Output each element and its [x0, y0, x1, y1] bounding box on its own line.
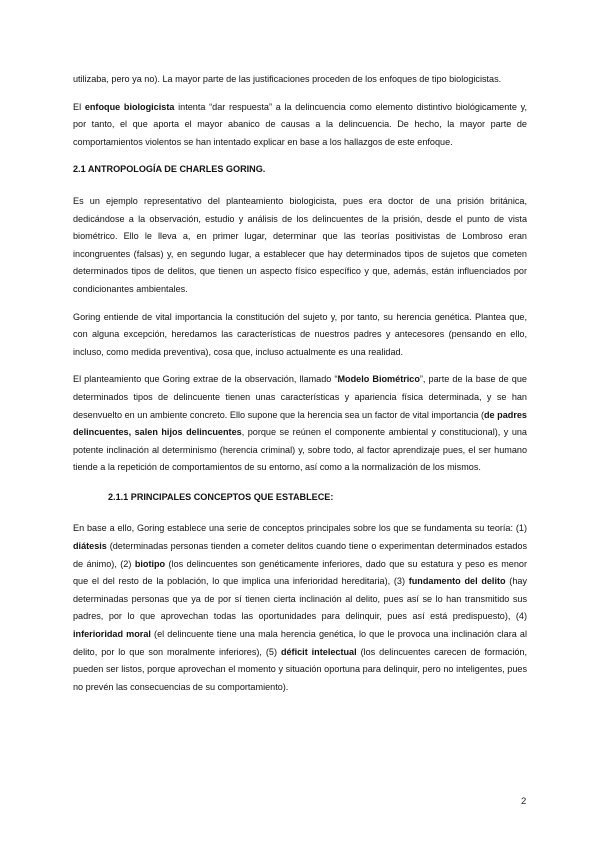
bold-term: inferioridad moral: [73, 629, 151, 640]
bold-term: enfoque biologicista: [84, 101, 175, 112]
section-heading-goring: 2.1 ANTROPOLOGÍA DE CHARLES GORING.: [73, 164, 266, 175]
subsection-heading-conceptos: 2.1.1 PRINCIPALES CONCEPTOS QUE ESTABLECE:: [108, 491, 334, 502]
bold-term: fundamento del delito: [408, 576, 506, 587]
paragraph-enfoque-biologicista: El enfoque biologicista intenta “dar respuesta” a la delincuencia como elemento distintivo biológicamente y, por tanto, el que aporta el mayor abanico de causas a la delincuencia. De hecho, la mayor parte de comportamientos violentos se han intentado explicar en base a los hallazgos de este enfoque.: [73, 101, 527, 147]
bold-term: de padres delincuentes, salen hijos delincuentes: [73, 409, 527, 438]
bold-term: diátesis: [73, 541, 107, 552]
paragraph-modelo-biometrico: El planteamiento que Goring extrae de la observación, llamado “Modelo Biométrico”, parte de la base de que determinados tipos de delincuente tienen unas características y apariencia física determinada, y se han desenvuelto en un ambiente concreto. Ello supone que la herencia sea un factor de vital importancia (de padres delincuentes, salen hijos delincuentes, porque se reúnen el componente ambiental y constitucional), y una potente inclinación al determinismo (herencia criminal) y, sobre todo, al factor aprendizaje pues, el ser humano tiende a la repetición de comportamientos de su entorno, así como a la normalización de los mismos.: [73, 374, 527, 473]
paragraph-goring-herencia: Goring entiende de vital importancia la constitución del sujeto y, por tanto, su herencia genética. Plantea que, con alguna excepción, heredamos las características de nuestros padres y antecesores (pensando en ello, incluso, como medida preventiva), cosa que, incluso actualmente es una realidad.: [73, 311, 527, 357]
page-number: 2: [521, 796, 527, 807]
bold-term: déficit intelectual: [280, 646, 357, 657]
paragraph-intro-continuation: utilizaba, pero ya no). La mayor parte de las justificaciones proceden de los enfoques de tipo biologicistas.: [73, 74, 502, 84]
bold-term: Modelo Biométrico: [337, 374, 420, 385]
bold-term: biotipo: [134, 558, 166, 569]
paragraph-conceptos-principales: En base a ello, Goring establece una serie de conceptos principales sobre los que se fundamenta su teoría: (1) diátesis (determinadas personas tienden a cometer delitos cuando tiene o experimentan determinados estados de ánimo), (2) biotipo (los delincuentes son genéticamente inferiores, dado que su estatura y peso es menor que el del resto de la población, lo que implica una inferioridad hereditaria), (3) fundamento del delito (hay determinadas personas que ya de por sí tienen cierta inclinación al delito, pues así se lo han transmitido sus padres, por lo que aprovechan todas las oportunidades para delinquir, pues así está predispuesto), (4) inferioridad moral (el delincuente tiene una mala herencia genética, lo que le provoca una inclinación clara al delito, por lo que son moralmente inferiores), (5) déficit intelectual (los delincuentes carecen de formación, pueden ser listos, porque aprovechan el momento y situación oportuna para delinquir, pero no inteligentes, pues no prevén las consecuencias de su comportamiento).: [73, 523, 527, 692]
document-body: [73, 71, 527, 696]
paragraph-goring-example: Es un ejemplo representativo del planteamiento biologicista, pues era doctor de una prisión británica, dedicándose a la observación, estudio y análisis de los delincuentes de la prisión, desde el punto de vista biométrico. Ello le lleva a, en primer lugar, determinar que las teorías positivistas de Lombroso eran incongruentes (falsas) y, en segundo lugar, a establecer que hay determinados tipos de sujetos que cometen determinados tipos de delitos, que tienen un aspecto físico específico y que, además, están influenciados por condicionantes ambientales.: [73, 195, 527, 294]
